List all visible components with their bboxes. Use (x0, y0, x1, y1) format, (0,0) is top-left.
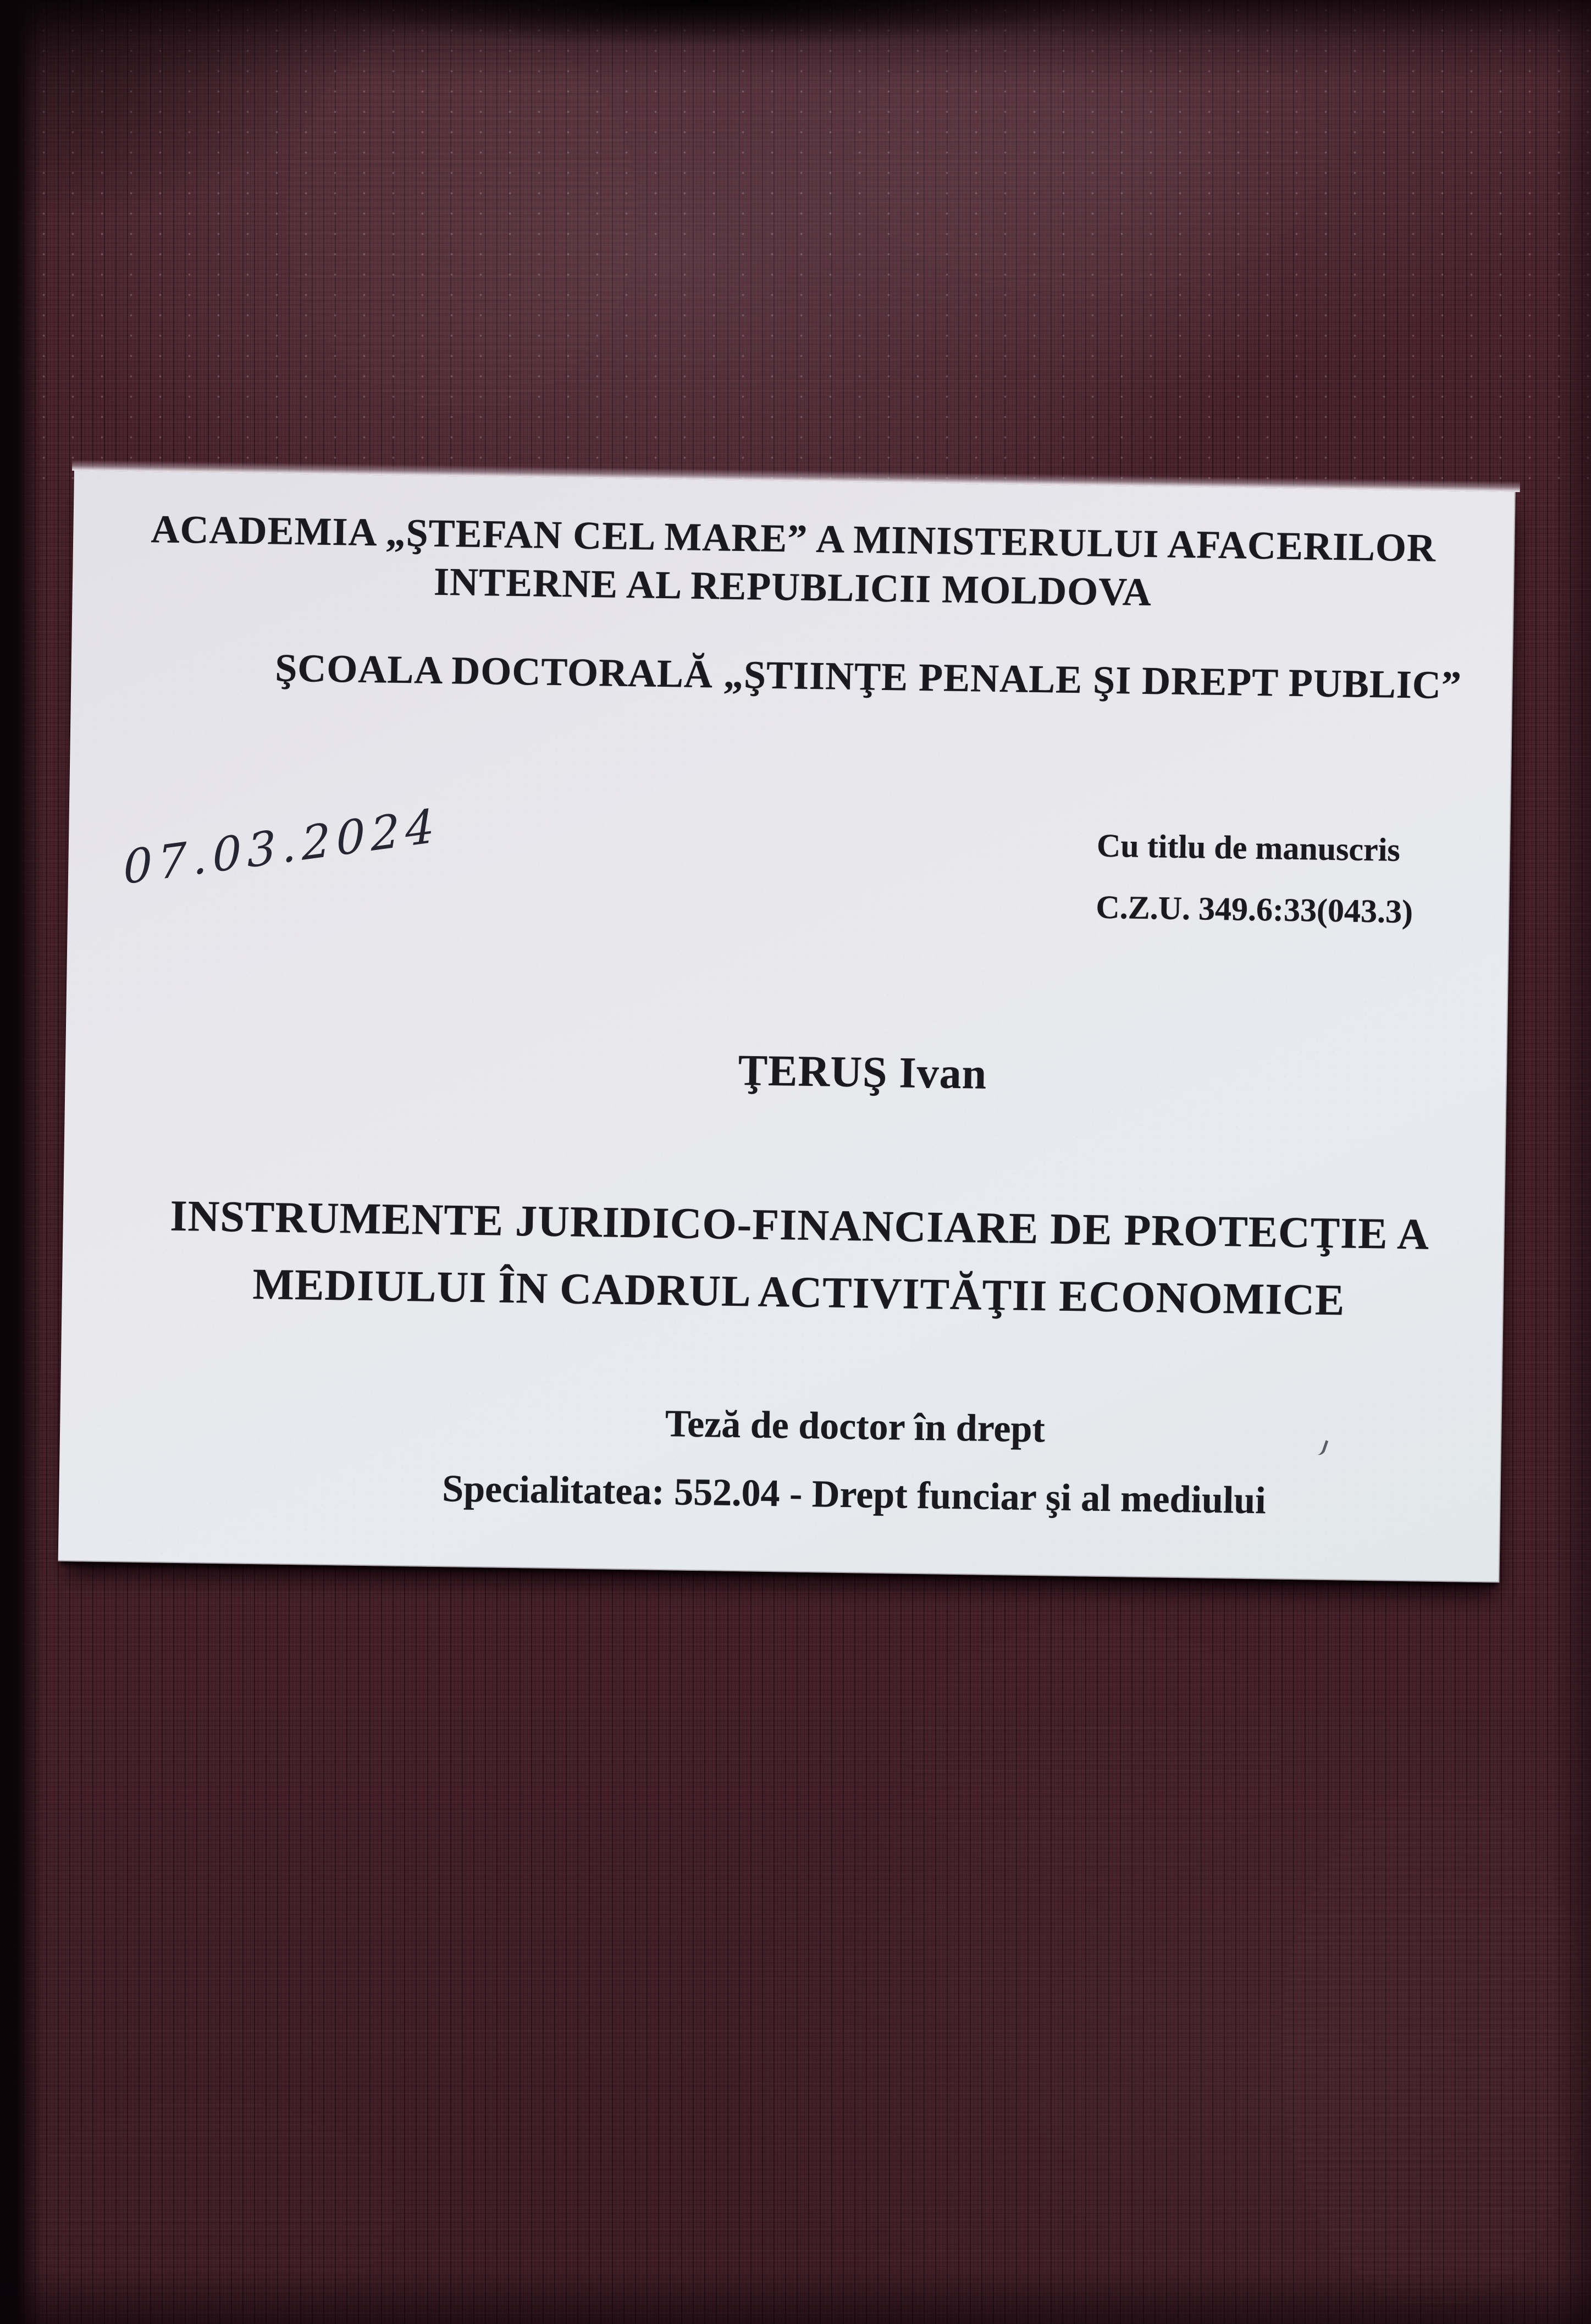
fabric-weave-highlight (907, 1622, 1281, 1886)
doctoral-school-name: ŞCOALA DOCTORALĂ „ŞTIINŢE PENALE ŞI DREPT PUBLIC” (274, 645, 1462, 708)
thesis-title-line1: INSTRUMENTE JURIDICO-FINANCIARE DE PROTECŢIE A (169, 1191, 1430, 1259)
institution-line1: ACADEMIA „ŞTEFAN CEL MARE” A MINISTERULUI AFACERILOR (151, 507, 1437, 570)
cover-top-left-vignette (0, 0, 385, 231)
handwritten-date: 07.03.2024 (122, 798, 441, 895)
cover-left-spine-edge (0, 0, 44, 2324)
institution-name (72, 504, 1513, 622)
fabric-weave-highlight (1281, 1787, 1589, 2309)
cover-bottom-edge-shadow (0, 2269, 1591, 2324)
author-name: ŢERUŞ Ivan (738, 1046, 987, 1098)
manuscript-block (1096, 815, 1415, 943)
cover-top-dark-band (330, 0, 1072, 44)
title-page-label (58, 471, 1516, 1583)
cover-right-edge-shadow (1553, 0, 1591, 2324)
institution-line2: INTERNE AL REPUBLICII MOLDOVA (433, 559, 1152, 615)
thesis-title (62, 1181, 1504, 1337)
thesis-type: Teză de doctor în drept (665, 1403, 1046, 1451)
czu-code: C.Z.U. 349.6:33(043.3) (1095, 888, 1413, 930)
thesis-title-line2: MEDIULUI ÎN CADRUL ACTIVITĂŢII ECONOMICE (252, 1260, 1345, 1325)
specialty-line: Specialitatea: 552.04 - Drept funciar şi al mediului (441, 1467, 1267, 1522)
manuscript-note: Cu titlu de manuscris (1096, 827, 1401, 868)
